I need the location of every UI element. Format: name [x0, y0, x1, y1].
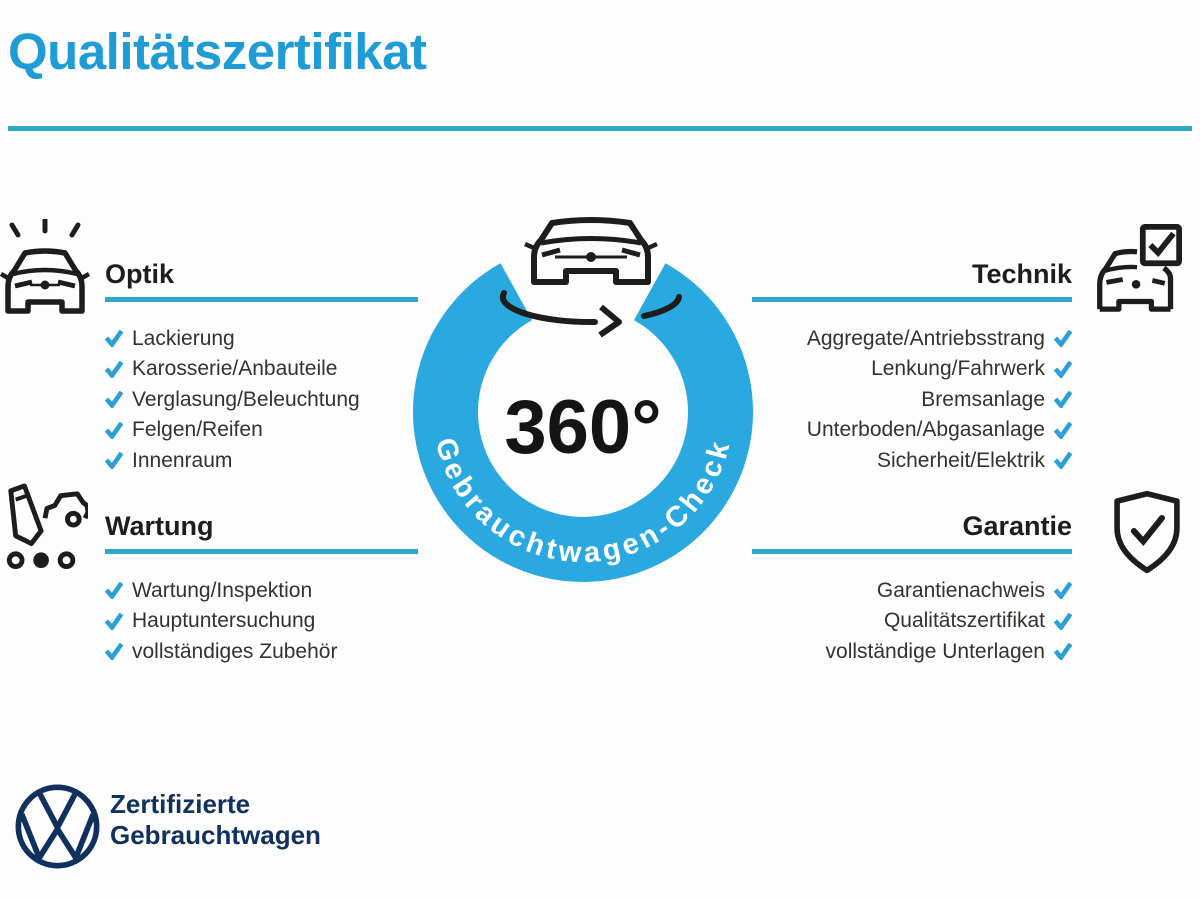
footer-claim-line1: Zertifizierte: [110, 789, 251, 819]
list-item-label: Lackierung: [132, 326, 235, 350]
shining-car-icon: [0, 219, 90, 315]
page-title: Qualitätszertifikat: [8, 23, 427, 80]
section-technik: [752, 259, 1072, 476]
list-item: [752, 415, 1072, 446]
list-item: [105, 354, 418, 385]
check-icon: [1054, 361, 1072, 378]
list-item: [752, 324, 1072, 355]
section-technik-title: Technik: [971, 259, 1072, 289]
footer-claim-line2: Gebrauchtwagen: [110, 820, 321, 850]
list-item: [752, 637, 1072, 668]
check-icon: [105, 582, 123, 599]
list-item: [105, 385, 418, 416]
section-optik: [105, 259, 418, 476]
list-item-label: Bremsanlage: [921, 387, 1045, 411]
list-item: [105, 446, 418, 477]
check-icon: [1054, 582, 1072, 599]
list-item-label: Karosserie/Anbauteile: [132, 357, 338, 381]
list-item-label: Innenraum: [132, 448, 233, 472]
section-wartung: [105, 511, 418, 667]
check-icon: [105, 391, 123, 408]
list-item-label: Garantienachweis: [876, 578, 1045, 602]
list-item: [752, 446, 1072, 477]
check-icon: [105, 330, 123, 347]
check-icon: [1054, 643, 1072, 660]
section-technik-list: [752, 324, 1072, 477]
list-item-label: Lenkung/Fahrwerk: [871, 357, 1045, 381]
check-icon: [105, 361, 123, 378]
check-icon: [1054, 422, 1072, 439]
list-item-label: Aggregate/Antriebsstrang: [806, 326, 1045, 350]
badge-360-check: [395, 185, 795, 625]
shield-check-icon: [1107, 489, 1187, 575]
list-item: [752, 354, 1072, 385]
list-item: [752, 606, 1072, 637]
list-item: [105, 637, 418, 668]
section-technik-underline: [752, 297, 1072, 302]
list-item-label: Verglasung/Beleuchtung: [132, 387, 360, 411]
check-icon: [105, 613, 123, 630]
list-item: [105, 324, 418, 355]
footer-claim: [110, 789, 321, 851]
list-item: [105, 606, 418, 637]
car-checklist-icon: [1094, 224, 1182, 314]
list-item-label: Unterboden/Abgasanlage: [806, 418, 1045, 442]
section-wartung-list: [105, 576, 418, 668]
check-icon: [1054, 452, 1072, 469]
list-item-label: vollständiges Zubehör: [132, 639, 338, 663]
section-wartung-underline: [105, 549, 418, 554]
section-garantie-list: [752, 576, 1072, 668]
check-icon: [1054, 613, 1072, 630]
badge-ring-label: Gebrauchtwagen-Check: [428, 434, 738, 570]
list-item-label: Hauptuntersuchung: [132, 609, 316, 633]
section-optik-list: [105, 324, 418, 477]
section-wartung-title: Wartung: [105, 511, 214, 541]
list-item: [105, 415, 418, 446]
check-icon: [1054, 391, 1072, 408]
section-garantie-underline: [752, 549, 1072, 554]
title-divider: [8, 126, 1192, 131]
section-optik-title: Optik: [105, 259, 175, 289]
list-item-label: vollständige Unterlagen: [825, 639, 1045, 663]
list-item-label: Qualitätszertifikat: [883, 609, 1045, 633]
service-record-icon: [2, 482, 88, 572]
list-item: [105, 576, 418, 607]
vw-logo-icon: [14, 783, 101, 870]
check-icon: [1054, 330, 1072, 347]
list-item: [752, 576, 1072, 607]
list-item: [752, 385, 1072, 416]
list-item-label: Felgen/Reifen: [132, 418, 263, 442]
section-garantie: [752, 511, 1072, 667]
check-icon: [105, 422, 123, 439]
section-optik-underline: [105, 297, 418, 302]
list-item-label: Sicherheit/Elektrik: [876, 448, 1045, 472]
section-garantie-title: Garantie: [962, 511, 1072, 541]
badge-degrees: 360°: [504, 385, 662, 470]
list-item-label: Wartung/Inspektion: [132, 578, 313, 602]
check-icon: [105, 452, 123, 469]
check-icon: [105, 643, 123, 660]
